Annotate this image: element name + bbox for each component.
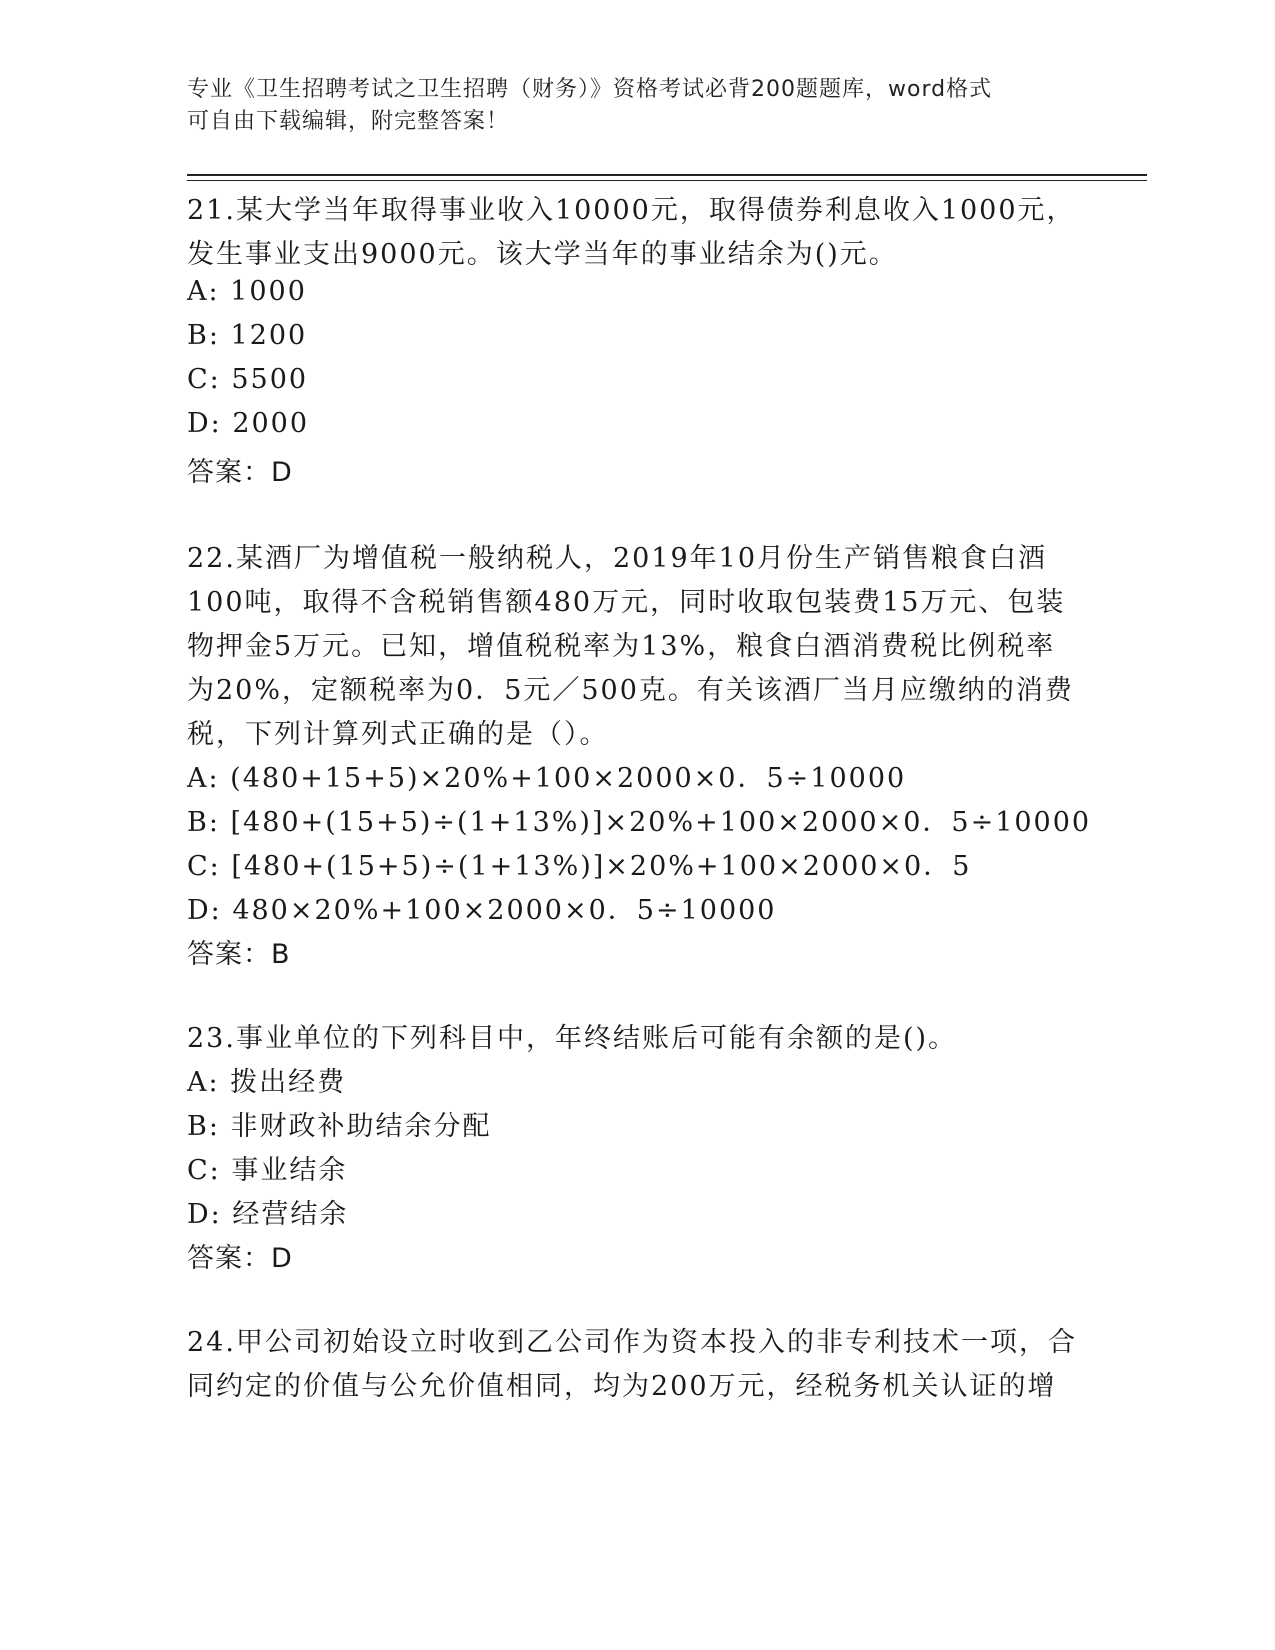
header-title-line-1: 专业《卫生招聘考试之卫生招聘（财务）》资格考试必背200题题库，word格式 (187, 77, 993, 102)
header-title-line-2: 可自由下载编辑，附完整答案！ (187, 109, 510, 134)
question-stem-line: 23.事业单位的下列科目中，年终结账后可能有余额的是()。 (187, 1023, 958, 1054)
option-c: C: 事业结余 (187, 1155, 348, 1186)
question-stem-line: 税，下列计算列式正确的是（）。 (187, 719, 609, 750)
option-b: B: 1200 (187, 320, 308, 351)
question-stem-line: 22.某酒厂为增值税一般纳税人，2019年10月份生产销售粮食白酒 (187, 543, 1048, 574)
header-divider-thick (187, 174, 1147, 176)
header-divider-thin (187, 180, 1147, 181)
option-c: C: 5500 (187, 364, 309, 395)
option-a: A: 拨出经费 (187, 1067, 347, 1098)
question-stem-line: 21.某大学当年取得事业收入10000元，取得债券利息收入1000元， (187, 195, 1076, 226)
option-a: A: 1000 (187, 276, 307, 307)
option-b: B: [480+(15+5)÷(1+13%)]×20%+100×2000×0．5÷10000 (187, 807, 1092, 838)
question-stem-line: 同约定的价值与公允价值相同，均为200万元，经税务机关认证的增 (187, 1371, 1057, 1402)
option-b: B: 非财政补助结余分配 (187, 1111, 492, 1142)
option-d: D: 经营结余 (187, 1199, 349, 1230)
option-a: A: (480+15+5)×20%+100×2000×0．5÷10000 (187, 763, 907, 794)
answer-label: 答案：B (187, 939, 291, 970)
option-d: D: 2000 (187, 408, 310, 439)
question-stem-line: 24.甲公司初始设立时收到乙公司作为资本投入的非专利技术一项，合 (187, 1327, 1077, 1358)
answer-label: 答案：D (187, 1243, 293, 1274)
question-stem-line: 物押金5万元。已知，增值税税率为13%，粮食白酒消费税比例税率 (187, 631, 1056, 662)
question-stem-line: 为20%，定额税率为0．5元／500克。有关该酒厂当月应缴纳的消费 (187, 675, 1074, 706)
question-stem-line: 100吨，取得不含税销售额480万元，同时收取包装费15万元、包装 (187, 587, 1066, 618)
option-d: D: 480×20%+100×2000×0．5÷10000 (187, 895, 777, 926)
option-c: C: [480+(15+5)÷(1+13%)]×20%+100×2000×0．5 (187, 851, 972, 882)
question-stem-line: 发生事业支出9000元。该大学当年的事业结余为()元。 (187, 239, 898, 270)
answer-label: 答案：D (187, 457, 293, 488)
document-header (187, 74, 1067, 138)
